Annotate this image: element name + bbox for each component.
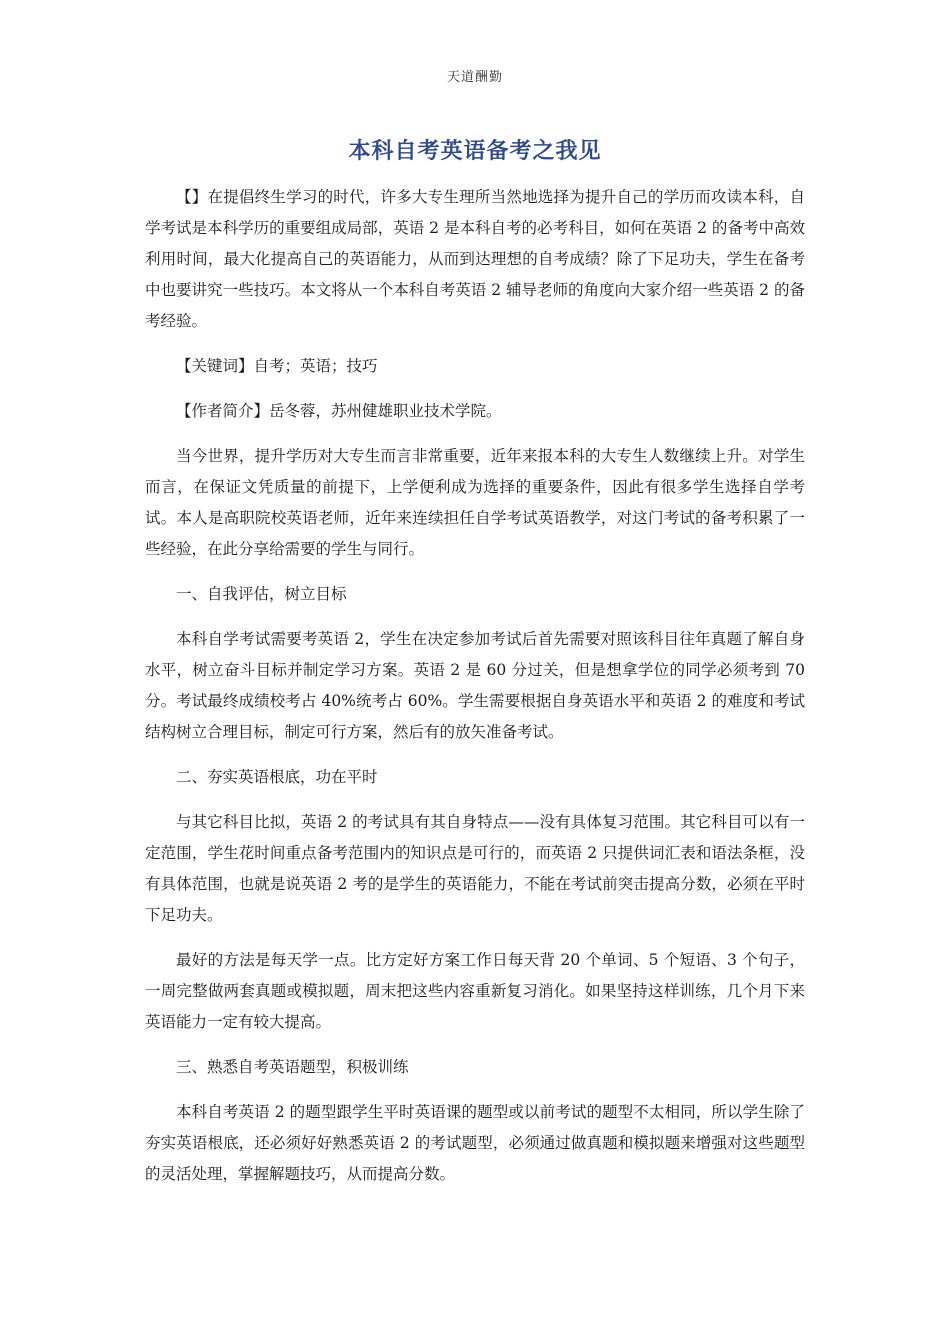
document-title: 本科自考英语备考之我见	[348, 139, 602, 164]
section-2-heading: 二、夯实英语根底，功在平时	[176, 768, 378, 786]
document-body	[145, 182, 805, 1204]
section-2-paragraph-2: 最好的方法是每天学一点。比方定好方案工作日每天背 20 个单词、5 个短语、3 个句子，一周完整做两套真题或模拟题，周末把这些内容重新复习消化。如果坚持这样训练，几个月下来英语能力一定有较大提高。	[145, 951, 805, 1031]
intro-paragraph: 当今世界，提升学历对大专生而言非常重要，近年来报本科的大专生人数继续上升。对学生而言，在保证文凭质量的前提下，上学便利成为选择的重要条件，因此有很多学生选择自学考试。本人是高职院校英语老师，近年来连续担任自学考试英语教学，对这门考试的备考积累了一些经验，在此分享给需要的学生与同行。	[145, 447, 805, 558]
abstract-paragraph: 【】在提倡终生学习的时代，许多大专生理所当然地选择为提升自己的学历而攻读本科，自学考试是本科学历的重要组成局部，英语 2 是本科自考的必考科目，如何在英语 2 的备考中高效利用时间，最大化提高自己的英语能力，从而到达理想的自考成绩？除了下足功夫，学生在备考中也要讲究一些技巧。本文将从一个本科自考英语 2 辅导老师的角度向大家介绍一些英语 2 的备考经验。	[145, 188, 805, 330]
keywords-line: 【关键词】自考；英语；技巧	[176, 357, 378, 375]
page-header: 天道酬勤	[446, 70, 503, 85]
section-3-heading: 三、熟悉自考英语题型，积极训练	[176, 1058, 409, 1076]
section-3-paragraph: 本科自考英语 2 的题型跟学生平时英语课的题型或以前考试的题型不太相同，所以学生除了夯实英语根底，还必须好好熟悉英语 2 的考试题型，必须通过做真题和模拟题来增强对这些题型的灵活处理，掌握解题技巧，从而提高分数。	[145, 1103, 805, 1183]
section-1-heading: 一、自我评估，树立目标	[176, 585, 347, 603]
author-line: 【作者简介】岳冬蓉，苏州健雄职业技术学院。	[176, 402, 502, 420]
section-2-paragraph-1: 与其它科目比拟，英语 2 的考试具有其自身特点——没有具体复习范围。其它科目可以有一定范围，学生花时间重点备考范围内的知识点是可行的，而英语 2 只提供词汇表和语法条框，没有具体范围，也就是说英语 2 考的是学生的英语能力，不能在考试前突击提高分数，必须在平时下足功夫。	[145, 813, 805, 924]
section-1-paragraph: 本科自学考试需要考英语 2，学生在决定参加考试后首先需要对照该科目往年真题了解自身水平，树立奋斗目标并制定学习方案。英语 2 是 60 分过关，但是想拿学位的同学必须考到 70 分。考试最终成绩校考占 40%统考占 60%。学生需要根据自身英语水平和英语 2 的难度和考试结构树立合理目标，制定可行方案，然后有的放矢准备考试。	[145, 630, 805, 741]
